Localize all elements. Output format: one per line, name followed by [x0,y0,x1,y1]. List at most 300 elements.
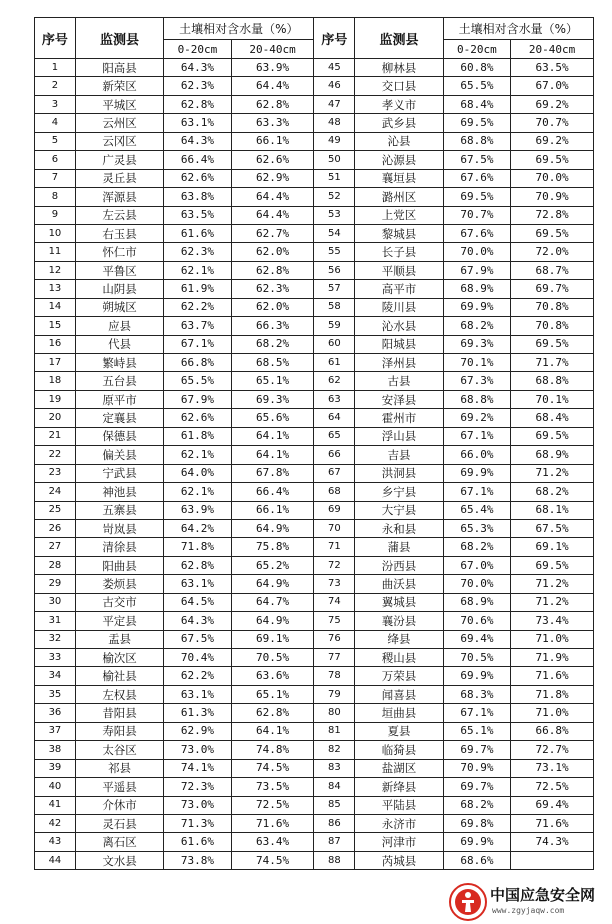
county-cell: 新荣区 [75,77,163,95]
seq-cell: 73 [314,575,355,593]
county-cell: 阳曲县 [75,556,163,574]
seq-cell: 81 [314,722,355,740]
depth-0-20-cell: 72.3% [164,778,231,796]
depth-0-20-cell: 63.5% [164,206,231,224]
county-cell: 襄垣县 [355,169,443,187]
depth-20-40-cell: 72.0% [511,243,594,261]
county-cell: 永济市 [355,814,443,832]
county-cell: 交口县 [355,77,443,95]
seq-cell: 58 [314,298,355,316]
depth-20-40-cell: 70.0% [511,169,594,187]
county-cell: 广灵县 [75,151,163,169]
seq-cell: 48 [314,114,355,132]
county-cell: 怀仁市 [75,243,163,261]
county-cell: 盂县 [75,630,163,648]
county-cell: 文水县 [75,851,163,869]
county-cell: 古县 [355,372,443,390]
depth-0-20-cell: 67.1% [443,704,510,722]
depth-20-40-cell: 71.0% [511,630,594,648]
depth-20-40-cell: 70.7% [511,114,594,132]
table-row [35,188,594,206]
depth-0-20-cell: 70.0% [443,243,510,261]
depth-0-20-cell: 61.6% [164,833,231,851]
depth-0-20-cell: 62.8% [164,95,231,113]
depth-0-20-cell: 64.3% [164,132,231,150]
depth-0-20-cell: 68.8% [443,132,510,150]
seq-cell: 36 [35,704,76,722]
table-row [35,704,594,722]
depth-20-40-cell: 66.4% [231,483,314,501]
depth-20-40-cell: 74.5% [231,759,314,777]
depth-20-40-cell: 70.1% [511,390,594,408]
county-cell: 陵川县 [355,298,443,316]
depth-20-40-cell: 74.3% [511,833,594,851]
depth-20-40-cell: 69.5% [511,556,594,574]
county-cell: 右玉县 [75,224,163,242]
seq-cell: 59 [314,317,355,335]
depth-20-40-cell: 65.1% [231,372,314,390]
header-depth-0-20-right: 0-20cm [443,40,510,59]
depth-20-40-cell: 71.2% [511,593,594,611]
table-row [35,814,594,832]
seq-cell: 39 [35,759,76,777]
seq-cell: 6 [35,151,76,169]
county-cell: 翼城县 [355,593,443,611]
depth-0-20-cell: 62.1% [164,261,231,279]
depth-0-20-cell: 65.4% [443,501,510,519]
depth-0-20-cell: 64.5% [164,593,231,611]
table-row [35,59,594,77]
county-cell: 沁源县 [355,151,443,169]
depth-20-40-cell: 69.2% [511,132,594,150]
depth-0-20-cell: 68.4% [443,95,510,113]
county-cell: 平定县 [75,612,163,630]
depth-20-40-cell: 67.5% [511,519,594,537]
seq-cell: 40 [35,778,76,796]
seq-cell: 14 [35,298,76,316]
depth-0-20-cell: 68.3% [443,685,510,703]
depth-0-20-cell: 67.5% [443,151,510,169]
county-cell: 宁武县 [75,464,163,482]
county-cell: 娄烦县 [75,575,163,593]
county-cell: 古交市 [75,593,163,611]
county-cell: 榆社县 [75,667,163,685]
table-row [35,593,594,611]
seq-cell: 50 [314,151,355,169]
county-cell: 吉县 [355,446,443,464]
header-county-left: 监测县 [75,18,163,59]
county-cell: 平顺县 [355,261,443,279]
depth-0-20-cell: 70.5% [443,649,510,667]
seq-cell: 72 [314,556,355,574]
table-row [35,335,594,353]
depth-20-40-cell: 62.8% [231,704,314,722]
table-row [35,464,594,482]
seq-cell: 84 [314,778,355,796]
seq-cell: 23 [35,464,76,482]
seq-cell: 78 [314,667,355,685]
county-cell: 五寨县 [75,501,163,519]
depth-20-40-cell: 62.0% [231,243,314,261]
depth-0-20-cell: 69.8% [443,814,510,832]
table-row [35,796,594,814]
depth-0-20-cell: 64.3% [164,59,231,77]
depth-0-20-cell: 68.6% [443,851,510,869]
depth-0-20-cell: 70.7% [443,206,510,224]
table-row [35,354,594,372]
seq-cell: 83 [314,759,355,777]
county-cell: 泽州县 [355,354,443,372]
depth-0-20-cell: 67.9% [443,261,510,279]
table-row [35,409,594,427]
depth-20-40-cell: 65.2% [231,556,314,574]
seq-cell: 71 [314,538,355,556]
depth-0-20-cell: 62.1% [164,446,231,464]
depth-0-20-cell: 65.5% [443,77,510,95]
depth-20-40-cell: 62.8% [231,261,314,279]
seq-cell: 79 [314,685,355,703]
table-row [35,759,594,777]
table-row [35,483,594,501]
seq-cell: 87 [314,833,355,851]
seq-cell: 2 [35,77,76,95]
header-depth-20-40-right: 20-40cm [511,40,594,59]
seq-cell: 41 [35,796,76,814]
depth-0-20-cell: 70.4% [164,649,231,667]
depth-20-40-cell: 69.3% [231,390,314,408]
county-cell: 灵丘县 [75,169,163,187]
seq-cell: 30 [35,593,76,611]
emergency-logo-icon [448,882,488,922]
table-row [35,243,594,261]
seq-cell: 9 [35,206,76,224]
depth-0-20-cell: 67.6% [443,224,510,242]
county-cell: 代县 [75,335,163,353]
seq-cell: 22 [35,446,76,464]
seq-cell: 5 [35,132,76,150]
seq-cell: 17 [35,354,76,372]
soil-moisture-table [34,17,594,870]
seq-cell: 75 [314,612,355,630]
depth-0-20-cell: 73.0% [164,796,231,814]
table-row [35,501,594,519]
depth-20-40-cell: 66.1% [231,132,314,150]
county-cell: 山阴县 [75,280,163,298]
county-cell: 原平市 [75,390,163,408]
seq-cell: 20 [35,409,76,427]
watermark [448,882,608,924]
depth-0-20-cell: 66.4% [164,151,231,169]
seq-cell: 53 [314,206,355,224]
seq-cell: 37 [35,722,76,740]
depth-20-40-cell: 70.5% [231,649,314,667]
depth-0-20-cell: 66.8% [164,354,231,372]
table-row [35,206,594,224]
seq-cell: 4 [35,114,76,132]
depth-0-20-cell: 63.1% [164,114,231,132]
table-row [35,575,594,593]
depth-20-40-cell: 66.3% [231,317,314,335]
depth-0-20-cell: 62.8% [164,556,231,574]
depth-20-40-cell: 66.8% [511,722,594,740]
county-cell: 太谷区 [75,741,163,759]
seq-cell: 11 [35,243,76,261]
county-cell: 霍州市 [355,409,443,427]
seq-cell: 1 [35,59,76,77]
table-body [35,59,594,870]
seq-cell: 46 [314,77,355,95]
depth-0-20-cell: 67.6% [443,169,510,187]
seq-cell: 54 [314,224,355,242]
county-cell: 五台县 [75,372,163,390]
depth-20-40-cell: 69.1% [511,538,594,556]
seq-cell: 21 [35,427,76,445]
depth-20-40-cell: 69.7% [511,280,594,298]
table-row [35,261,594,279]
depth-20-40-cell: 64.1% [231,427,314,445]
depth-20-40-cell: 68.4% [511,409,594,427]
table-row [35,280,594,298]
depth-0-20-cell: 69.3% [443,335,510,353]
depth-20-40-cell: 64.4% [231,188,314,206]
depth-0-20-cell: 69.4% [443,630,510,648]
county-cell: 曲沃县 [355,575,443,593]
seq-cell: 35 [35,685,76,703]
table-row [35,446,594,464]
county-cell: 乡宁县 [355,483,443,501]
seq-cell: 18 [35,372,76,390]
depth-20-40-cell: 69.5% [511,427,594,445]
depth-0-20-cell: 67.3% [443,372,510,390]
table-row [35,833,594,851]
seq-cell: 8 [35,188,76,206]
county-cell: 阳城县 [355,335,443,353]
seq-cell: 70 [314,519,355,537]
depth-0-20-cell: 69.7% [443,778,510,796]
depth-0-20-cell: 68.2% [443,538,510,556]
depth-20-40-cell: 62.9% [231,169,314,187]
header-moisture-right: 土壤相对含水量（%） [443,18,593,40]
depth-20-40-cell: 69.1% [231,630,314,648]
depth-0-20-cell: 70.1% [443,354,510,372]
table-row [35,778,594,796]
table-row [35,538,594,556]
seq-cell: 55 [314,243,355,261]
table-row [35,151,594,169]
county-cell: 云州区 [75,114,163,132]
depth-0-20-cell: 74.1% [164,759,231,777]
depth-20-40-cell: 64.1% [231,722,314,740]
header-seq-right: 序号 [314,18,355,59]
county-cell: 左权县 [75,685,163,703]
table-row [35,556,594,574]
seq-cell: 77 [314,649,355,667]
seq-cell: 52 [314,188,355,206]
depth-20-40-cell: 64.9% [231,575,314,593]
county-cell: 河津市 [355,833,443,851]
county-cell: 清徐县 [75,538,163,556]
county-cell: 阳高县 [75,59,163,77]
seq-cell: 43 [35,833,76,851]
seq-cell: 63 [314,390,355,408]
depth-20-40-cell: 72.8% [511,206,594,224]
header-seq-left: 序号 [35,18,76,59]
table-row [35,298,594,316]
county-cell: 介休市 [75,796,163,814]
depth-20-40-cell: 71.2% [511,575,594,593]
depth-0-20-cell: 67.9% [164,390,231,408]
depth-20-40-cell: 68.2% [511,483,594,501]
depth-0-20-cell: 70.0% [443,575,510,593]
depth-0-20-cell: 68.8% [443,390,510,408]
depth-0-20-cell: 65.1% [443,722,510,740]
depth-20-40-cell: 63.4% [231,833,314,851]
depth-20-40-cell: 69.5% [511,224,594,242]
depth-0-20-cell: 69.5% [443,114,510,132]
county-cell: 闻喜县 [355,685,443,703]
seq-cell: 80 [314,704,355,722]
county-cell: 潞州区 [355,188,443,206]
depth-20-40-cell [511,851,594,869]
depth-20-40-cell: 69.2% [511,95,594,113]
seq-cell: 38 [35,741,76,759]
depth-0-20-cell: 62.2% [164,667,231,685]
depth-20-40-cell: 68.2% [231,335,314,353]
table-row [35,667,594,685]
seq-cell: 13 [35,280,76,298]
depth-0-20-cell: 61.6% [164,224,231,242]
depth-20-40-cell: 72.5% [231,796,314,814]
depth-20-40-cell: 71.6% [231,814,314,832]
depth-20-40-cell: 64.9% [231,612,314,630]
county-cell: 稷山县 [355,649,443,667]
depth-20-40-cell: 62.8% [231,95,314,113]
county-cell: 大宁县 [355,501,443,519]
depth-20-40-cell: 68.5% [231,354,314,372]
depth-0-20-cell: 69.5% [443,188,510,206]
depth-20-40-cell: 75.8% [231,538,314,556]
depth-20-40-cell: 66.1% [231,501,314,519]
seq-cell: 47 [314,95,355,113]
seq-cell: 27 [35,538,76,556]
depth-20-40-cell: 71.9% [511,649,594,667]
table-row [35,317,594,335]
seq-cell: 85 [314,796,355,814]
depth-0-20-cell: 69.7% [443,741,510,759]
depth-0-20-cell: 61.8% [164,427,231,445]
county-cell: 浑源县 [75,188,163,206]
county-cell: 左云县 [75,206,163,224]
seq-cell: 67 [314,464,355,482]
seq-cell: 88 [314,851,355,869]
table-row [35,390,594,408]
county-cell: 夏县 [355,722,443,740]
depth-20-40-cell: 67.8% [231,464,314,482]
depth-20-40-cell: 68.9% [511,446,594,464]
county-cell: 应县 [75,317,163,335]
table-row [35,612,594,630]
county-cell: 灵石县 [75,814,163,832]
depth-0-20-cell: 66.0% [443,446,510,464]
depth-0-20-cell: 64.3% [164,612,231,630]
table-row [35,722,594,740]
header-moisture-left: 土壤相对含水量（%） [164,18,314,40]
depth-20-40-cell: 62.7% [231,224,314,242]
seq-cell: 33 [35,649,76,667]
seq-cell: 57 [314,280,355,298]
depth-0-20-cell: 68.9% [443,593,510,611]
depth-20-40-cell: 65.1% [231,685,314,703]
table-row [35,649,594,667]
seq-cell: 42 [35,814,76,832]
table-row [35,851,594,869]
depth-0-20-cell: 62.1% [164,483,231,501]
seq-cell: 16 [35,335,76,353]
depth-20-40-cell: 69.4% [511,796,594,814]
seq-cell: 7 [35,169,76,187]
depth-0-20-cell: 65.5% [164,372,231,390]
table-row [35,95,594,113]
depth-20-40-cell: 64.1% [231,446,314,464]
depth-20-40-cell: 64.7% [231,593,314,611]
county-cell: 岢岚县 [75,519,163,537]
county-cell: 祁县 [75,759,163,777]
depth-20-40-cell: 70.8% [511,317,594,335]
county-cell: 寿阳县 [75,722,163,740]
depth-0-20-cell: 62.9% [164,722,231,740]
depth-0-20-cell: 63.9% [164,501,231,519]
depth-20-40-cell: 63.6% [231,667,314,685]
header-depth-0-20-left: 0-20cm [164,40,231,59]
depth-20-40-cell: 62.6% [231,151,314,169]
header-county-right: 监测县 [355,18,443,59]
table-row [35,630,594,648]
county-cell: 沁县 [355,132,443,150]
depth-20-40-cell: 73.1% [511,759,594,777]
depth-20-40-cell: 71.7% [511,354,594,372]
depth-20-40-cell: 70.9% [511,188,594,206]
depth-0-20-cell: 69.9% [443,298,510,316]
seq-cell: 29 [35,575,76,593]
county-cell: 朔城区 [75,298,163,316]
depth-20-40-cell: 69.5% [511,335,594,353]
depth-20-40-cell: 71.6% [511,814,594,832]
county-cell: 繁峙县 [75,354,163,372]
depth-0-20-cell: 68.2% [443,317,510,335]
depth-0-20-cell: 69.9% [443,464,510,482]
county-cell: 偏关县 [75,446,163,464]
table-row [35,519,594,537]
seq-cell: 3 [35,95,76,113]
county-cell: 离石区 [75,833,163,851]
depth-20-40-cell: 71.2% [511,464,594,482]
table-row [35,224,594,242]
depth-0-20-cell: 63.8% [164,188,231,206]
depth-20-40-cell: 62.3% [231,280,314,298]
depth-20-40-cell: 72.5% [511,778,594,796]
depth-20-40-cell: 63.9% [231,59,314,77]
county-cell: 平遥县 [75,778,163,796]
seq-cell: 25 [35,501,76,519]
seq-cell: 32 [35,630,76,648]
depth-20-40-cell: 65.6% [231,409,314,427]
header-depth-20-40-left: 20-40cm [231,40,314,59]
county-cell: 孝义市 [355,95,443,113]
depth-0-20-cell: 67.1% [164,335,231,353]
depth-0-20-cell: 67.1% [443,483,510,501]
seq-cell: 60 [314,335,355,353]
depth-0-20-cell: 60.8% [443,59,510,77]
